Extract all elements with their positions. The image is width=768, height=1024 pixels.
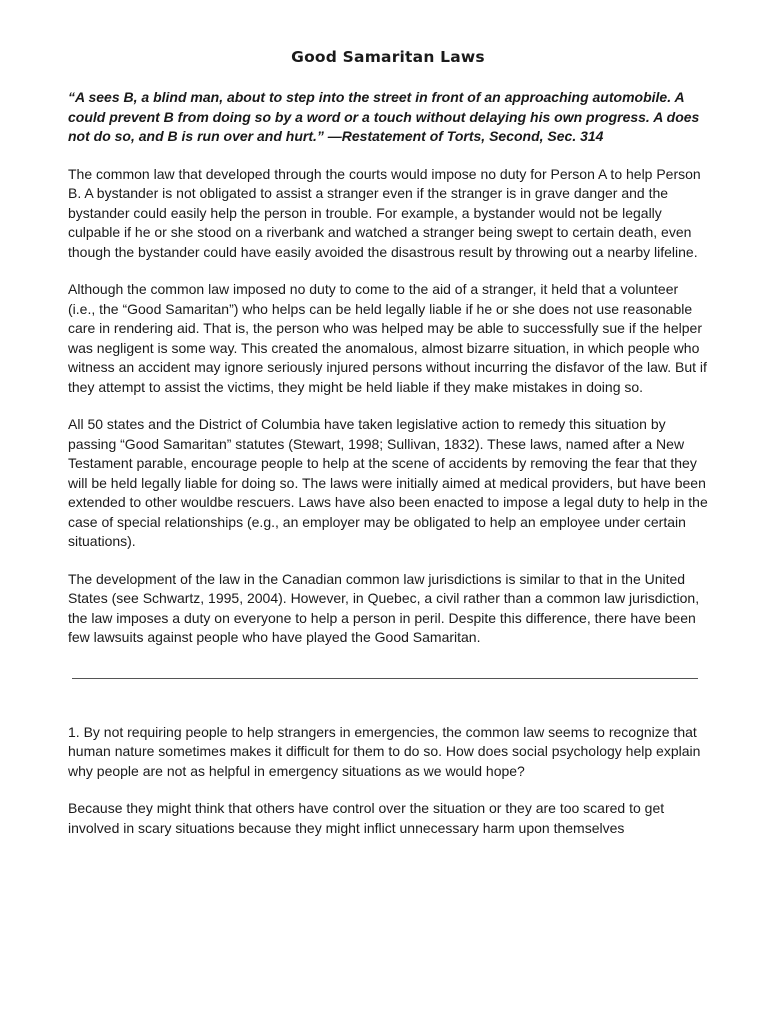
opening-quote: “A sees B, a blind man, about to step into the street in front of an approaching automobile. A could prevent B from doing so by a word or a touch without delaying his own progress. A does not do so, and B is run over and hurt.” —Restatement of Torts, Second, Sec. 314 (68, 89, 700, 144)
paragraph-4: The development of the law in the Canadian common law jurisdictions is similar to that in the United States (see Schwartz, 1995, 2004). However, in Quebec, a civil rather than a common law jurisdiction, the law imposes a duty on everyone to help a person in peril. Despite this difference, there have been few lawsuits against people who have played the Good Samaritan. (68, 570, 700, 645)
question-1: 1. By not requiring people to help strangers in emergencies, the common law seems to recognize that human nature sometimes makes it difficult for them to do so. How does social psychology help explain why people are not as helpful in emergency situations as we would hope? (68, 723, 701, 779)
paragraph-2: Although the common law imposed no duty to come to the aid of a stranger, it held that a volunteer (i.e., the “Good Samaritan”) who helps can be held legally liable if he or she does not use reasonable care in rendering aid. That is, the person who was helped may be able to successfully sue if the helper was negligent is some way. This created the anomalous, almost bizarre situation, in which people who witness an accident may ignore seriously injured persons without incurring the disfavor of the law. But if they attempt to assist the victims, they might be held liable if they make mistakes in doing so. (68, 281, 707, 395)
answer-1: Because they might think that others have control over the situation or they are too scared to get involved in scary situations because they might inflict unnecessary harm upon themselves (68, 800, 665, 836)
document-title: Good Samaritan Laws (291, 48, 485, 66)
section-divider (72, 678, 698, 679)
paragraph-3: All 50 states and the District of Columbia have taken legislative action to remedy this situation by passing “Good Samaritan” statutes (Stewart, 1998; Sullivan, 1832). These laws, named after a New Testament parable, encourage people to help at the scene of accidents by removing the fear that they will be held legally liable for doing so. The laws were initially aimed at medical providers, but have been extended to other wouldbe rescuers. Laws have also been enacted to impose a legal duty to help in the case of special relationships (e.g., an employer may be obligated to help an employee under certain situations). (68, 416, 708, 549)
document-page (68, 48, 708, 838)
paragraph-1: The common law that developed through the courts would impose no duty for Person A to help Person B. A bystander is not obligated to assist a stranger even if the stranger is in grave danger and the bystander could easily help the person in trouble. For example, a bystander would not be legally culpable if he or she stood on a riverbank and watched a stranger being swept to certain death, even though the bystander could have easily avoided the disastrous result by throwing out a nearby lifeline. (68, 165, 701, 260)
